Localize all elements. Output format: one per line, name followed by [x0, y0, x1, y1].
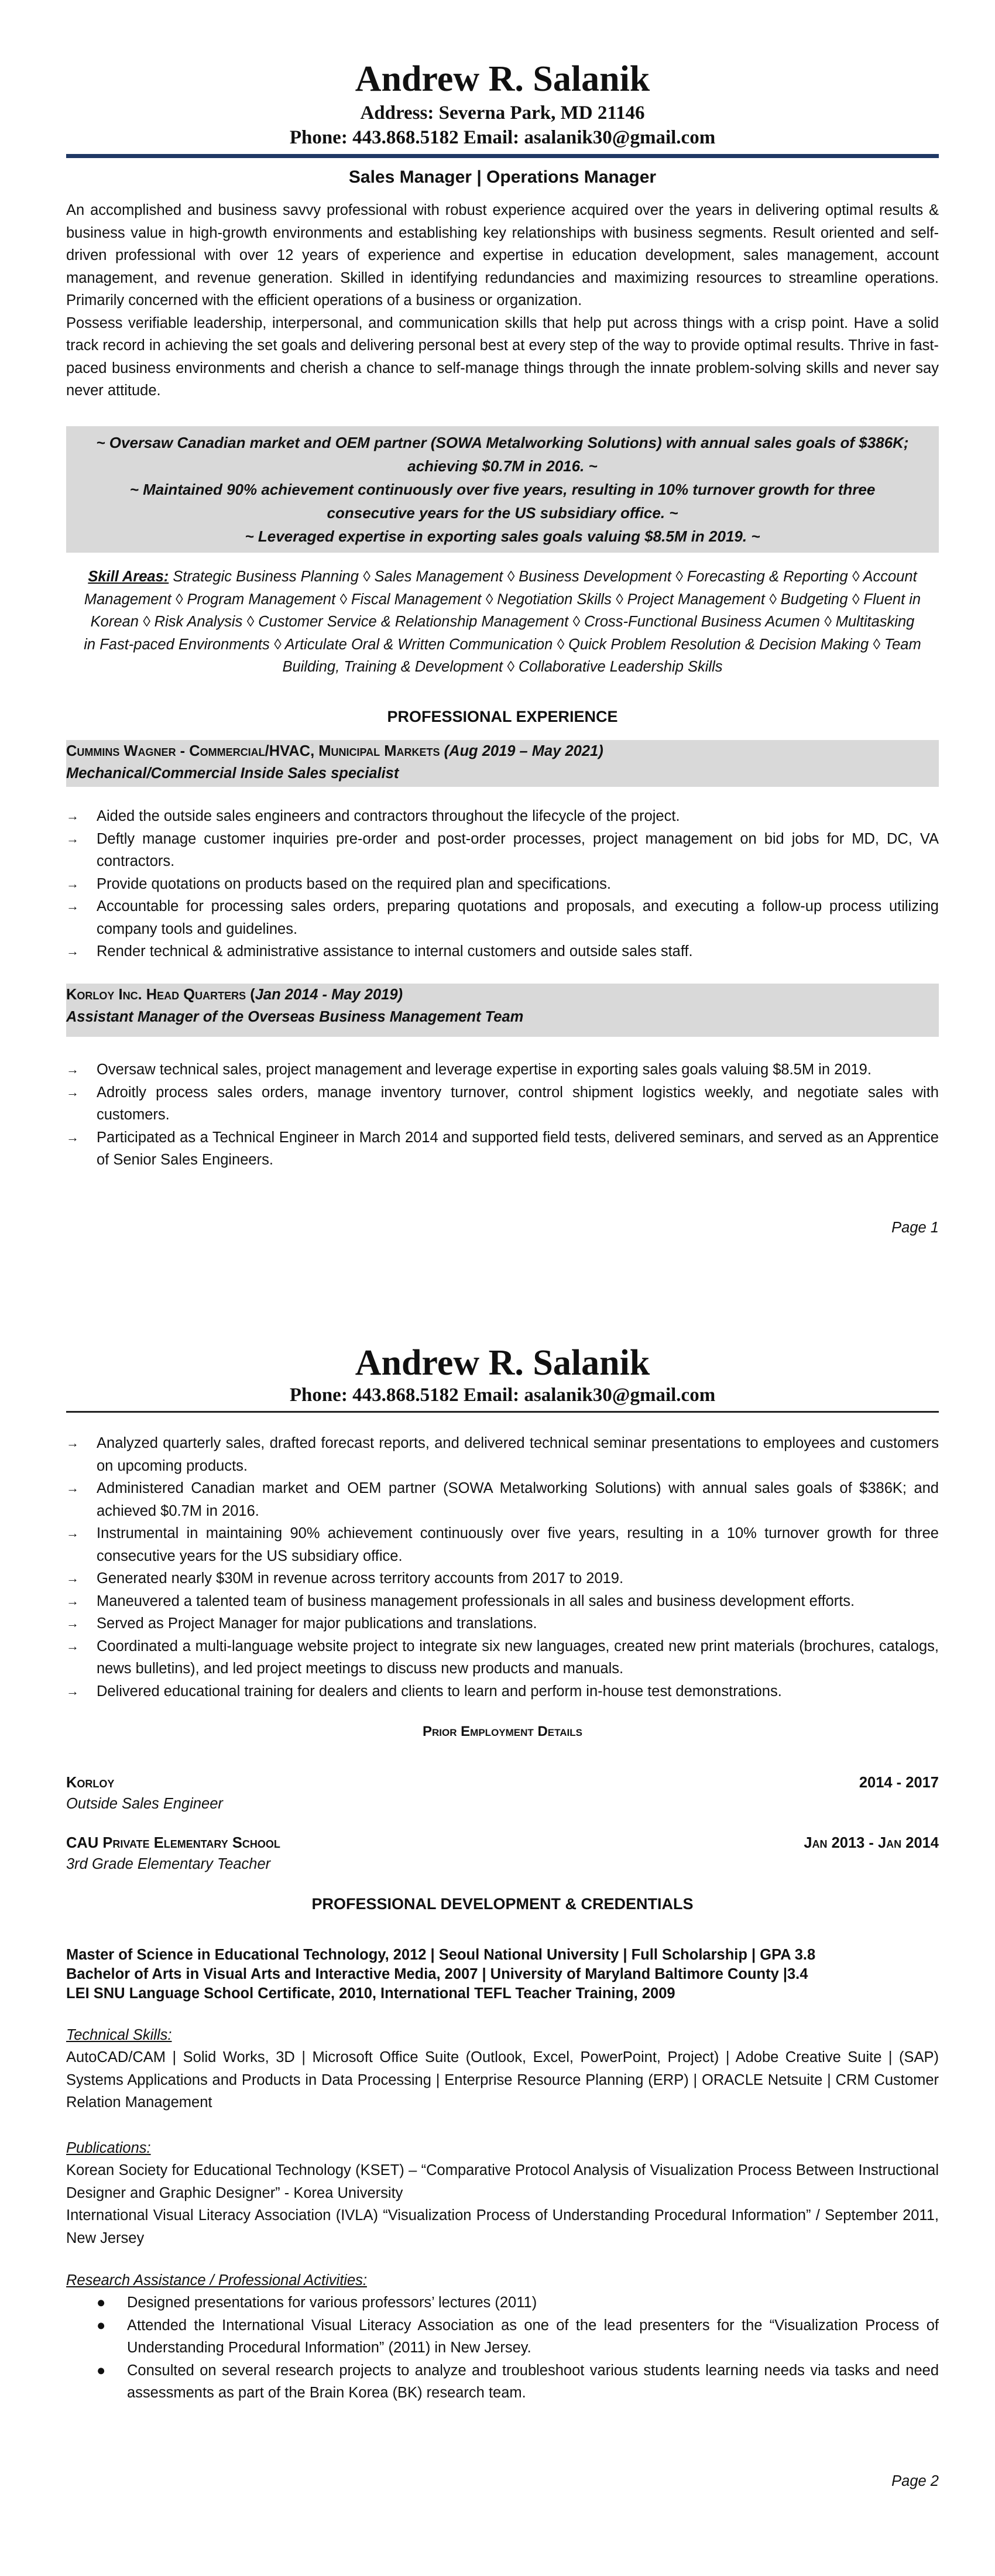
page-number: Page 1 [891, 1220, 939, 1236]
job-dates: Jan 2014 - May 2019) [255, 986, 403, 1003]
arrow-right-icon: → [66, 1084, 79, 1099]
technical-skills-label: Technical Skills: [66, 2027, 172, 2043]
bullet-item [66, 1612, 939, 1635]
bullet-item [66, 1126, 939, 1171]
bullet-text: Coordinated a multi-language website project to integrate six new languages, created new print materials (brochures, catalogs, news bulletins), and led project meetings to discuss new products and manuals. [97, 1638, 939, 1677]
arrow-right-icon: → [66, 1436, 79, 1450]
arrow-right-icon: → [66, 1593, 79, 1608]
bullet-item [66, 1635, 939, 1680]
bullet-item [66, 1590, 939, 1613]
skill-areas [66, 566, 939, 679]
publications [66, 2137, 939, 2249]
publications-label: Publications: [66, 2140, 151, 2156]
bullet-item [66, 1522, 939, 1567]
education [66, 1945, 939, 2003]
prior-title: Outside Sales Engineer [66, 1796, 223, 1812]
bullet-item [66, 1059, 939, 1081]
bullet-text: Delivered educational training for dealers and clients to learn and perform in-house test demonstrations. [97, 1683, 782, 1700]
bullet-dot-icon: ● [97, 2317, 106, 2334]
resume-name: Andrew R. Salanik [355, 1343, 650, 1383]
bullet-dot-icon: ● [97, 2362, 106, 2379]
bullet-text: Provide quotations on products based on the required plan and specifications. [97, 875, 611, 892]
bullet-text: Participated as a Technical Engineer in March 2014 and supported field tests, delivered seminars, and served as an Apprentice of Senior Sales Engineers. [97, 1129, 939, 1168]
bullet-dot-icon: ● [97, 2294, 106, 2311]
arrow-right-icon: → [66, 1526, 79, 1540]
job-title: Assistant Manager of the Overseas Business Management Team [66, 1009, 524, 1025]
section-heading-prior-employment: Prior Employment Details [423, 1724, 582, 1739]
arrow-right-icon: → [66, 1481, 79, 1495]
highlight: ~ Maintained 90% achievement continuously over five years, resulting in 10% turnover growth for three consecutive years for the US subsidiary office. ~ [129, 481, 876, 522]
resume-name: Andrew R. Salanik [355, 59, 650, 99]
bullet-item [97, 2314, 939, 2359]
section-heading-credentials: PROFESSIONAL DEVELOPMENT & CREDENTIALS [311, 1895, 694, 1913]
bullet-item [66, 1477, 939, 1522]
bullet-text: Designed presentations for various professors’ lectures (2011) [127, 2294, 537, 2311]
research-label: Research Assistance / Professional Activities: [66, 2272, 367, 2289]
publication: Korean Society for Educational Technology (KSET) – “Comparative Protocol Analysis of Visualization Process Between Instructional Designer and Graphic Designer” - Korea University [66, 2162, 939, 2201]
bullet-text: Served as Project Manager for major publications and translations. [97, 1615, 537, 1632]
bullet-text: Deftly manage customer inquiries pre-order and post-order processes, project management on bid jobs for MD, DC, VA contractors. [97, 830, 939, 869]
highlight: ~ Leveraged expertise in exporting sales goals valuing $8.5M in 2019. ~ [245, 527, 760, 545]
job-company: Cummins Wagner - Commercial/HVAC, Municipal Markets [66, 743, 440, 759]
bullet-item [66, 940, 939, 963]
bullet-item [66, 873, 939, 896]
contact-line: Phone: 443.868.5182 Email: asalanik30@gmail.com [289, 1385, 716, 1406]
arrow-right-icon: → [66, 1062, 79, 1077]
bullet-item [66, 1680, 939, 1703]
prior-dates: 2014 - 2017 [859, 1775, 939, 1791]
arrow-right-icon: → [66, 1129, 79, 1145]
arrow-right-icon: → [66, 809, 79, 823]
job-header [66, 984, 939, 1037]
prior-job [66, 1832, 939, 1875]
header-divider [66, 154, 939, 158]
page-number: Page 2 [891, 2473, 939, 2489]
job-header [66, 740, 939, 787]
arrow-right-icon: → [66, 876, 79, 891]
header-divider [66, 1411, 939, 1413]
bullet-text: Consulted on several research projects to analyze and troubleshoot various students learning needs via tasks and need assessments as part of the Brain Korea (BK) research team. [127, 2362, 939, 2401]
summary-paragraph: An accomplished and business savvy professional with robust experience acquired over the years in delivering optimal results & business value in high-growth environments and establishing key relationships with business segments. Result oriented and self-driven professional with over 12 years of experience and expertise in education development, sales management, account management, and revenue generation. Skilled in identifying redundancies and maximizing resources to streamline operations. Primarily concerned with the efficient operations of a business or organization. [66, 202, 939, 309]
bullet-text: Attended the International Visual Literacy Association as one of the lead presenters for the “Visualization Process of Understanding Procedural Information” (2011) in New Jersey. [127, 2317, 939, 2356]
bullet-item [97, 2291, 939, 2314]
highlight: ~ Oversaw Canadian market and OEM partner (SOWA Metalworking Solutions) with annual sales goals of $386K; achieving $0.7M in 2016. ~ [96, 434, 909, 475]
bullet-item [97, 2359, 939, 2404]
bullet-text: Adroitly process sales orders, manage inventory turnover, control shipment logistics weekly, and negotiate sales with customers. [97, 1084, 939, 1123]
bullet-text: Maneuvered a talented team of business management professionals in all sales and business development efforts. [97, 1592, 855, 1609]
degree: Bachelor of Arts in Visual Arts and Interactive Media, 2007 | University of Maryland Baltimore County |3.4 [66, 1966, 808, 1982]
job-bullets [66, 1059, 939, 1171]
bullet-item [66, 1567, 939, 1590]
prior-company: CAU Private Elementary School [66, 1835, 280, 1851]
prior-company: Korloy [66, 1775, 115, 1791]
technical-skills-text: AutoCAD/CAM | Solid Works, 3D | Microsoft Office Suite (Outlook, Excel, PowerPoint, Project) | Adobe Creative Suite | (SAP) Systems Applications and Products in Data Processing | Enterprise Resource Planning (ERP) | ORACLE Netsuite | CRM Customer Relation Management [66, 2049, 939, 2111]
bullet-text: Generated nearly $30M in revenue across territory accounts from 2017 to 2019. [97, 1570, 624, 1587]
arrow-right-icon: → [66, 899, 79, 913]
skill-areas-label: Skill Areas: [88, 568, 169, 585]
degree: Master of Science in Educational Technology, 2012 | Seoul National University | Full Scholarship | GPA 3.8 [66, 1947, 816, 1963]
summary [66, 199, 939, 402]
section-heading-experience: PROFESSIONAL EXPERIENCE [387, 708, 618, 725]
bullet-text: Administered Canadian market and OEM partner (SOWA Metalworking Solutions) with annual sales goals of $386K; and achieved $0.7M in 2016. [97, 1480, 939, 1519]
contact-line: Phone: 443.868.5182 Email: asalanik30@gmail.com [289, 127, 716, 148]
job-bullets [66, 805, 939, 963]
arrow-right-icon: → [66, 1616, 79, 1630]
bullet-text: Accountable for processing sales orders, preparing quotations and proposals, and executing a follow-up process utilizing company tools and guidelines. [97, 898, 939, 937]
bullet-item [66, 805, 939, 828]
prior-title: 3rd Grade Elementary Teacher [66, 1856, 271, 1872]
prior-dates: Jan 2013 - Jan 2014 [804, 1835, 939, 1851]
certificate: LEI SNU Language School Certificate, 2010, International TEFL Teacher Training, 2009 [66, 1985, 675, 2002]
arrow-right-icon: → [66, 831, 79, 846]
technical-skills [66, 2024, 939, 2114]
bullet-text: Aided the outside sales engineers and contractors throughout the lifecycle of the project. [97, 808, 680, 824]
job-company: Korloy Inc. Head Quarters [66, 986, 246, 1003]
job-dates-paren: ( [250, 986, 255, 1003]
research [66, 2269, 939, 2404]
professional-title: Sales Manager | Operations Manager [348, 167, 657, 187]
job-bullets-continued [66, 1432, 939, 1703]
bullet-text: Instrumental in maintaining 90% achievement continuously over five years, resulting in a 10% turnover growth for three consecutive years for the US subsidiary office. [97, 1525, 939, 1564]
arrow-right-icon: → [66, 1638, 79, 1653]
arrow-right-icon: → [66, 944, 79, 958]
arrow-right-icon: → [66, 1571, 79, 1585]
summary-paragraph: Possess verifiable leadership, interpersonal, and communication skills that help put across things with a crisp point. Have a solid track record in achieving the set goals and delivering personal best at every step of the way to provide optimal results. Thrive in fast-paced business environments and cherish a chance to self-manage things through the innate problem-solving skills and never say never attitude. [66, 314, 939, 399]
bullet-item [66, 828, 939, 873]
skill-areas-list: Strategic Business Planning ◊ Sales Management ◊ Business Development ◊ Forecasting & Reporting ◊ Account Management ◊ Program Management ◊ Fiscal Management ◊ Negotiation Skills ◊ Project Management ◊ Budgeting ◊ Fluent in Korean ◊ Risk Analysis ◊ Customer Service & Relationship Management ◊ Cross-Functional Business Acumen ◊ Multitasking in Fast-paced Environments ◊ Articulate Oral & Written Communication ◊ Quick Problem Resolution & Decision Making ◊ Team Building, Training & Development ◊ Collaborative Leadership Skills [84, 568, 921, 675]
highlights-box [66, 426, 939, 553]
address: Address: Severna Park, MD 21146 [360, 102, 645, 124]
prior-job [66, 1772, 939, 1814]
bullet-item [66, 1081, 939, 1126]
bullet-text: Analyzed quarterly sales, drafted forecast reports, and delivered technical seminar presentations to employees and customers on upcoming products. [97, 1435, 939, 1474]
bullet-text: Render technical & administrative assistance to internal customers and outside sales staff. [97, 943, 693, 960]
job-dates: (Aug 2019 – May 2021) [444, 743, 603, 759]
bullet-text: Oversaw technical sales, project management and leverage expertise in exporting sales goals valuing $8.5M in 2019. [97, 1061, 872, 1078]
arrow-right-icon: → [66, 1683, 79, 1698]
bullet-item [66, 895, 939, 940]
publication: International Visual Literacy Association (IVLA) “Visualization Process of Understanding Procedural Information” / September 2011, New Jersey [66, 2207, 939, 2246]
bullet-item [66, 1432, 939, 1477]
job-title: Mechanical/Commercial Inside Sales specialist [66, 765, 399, 782]
